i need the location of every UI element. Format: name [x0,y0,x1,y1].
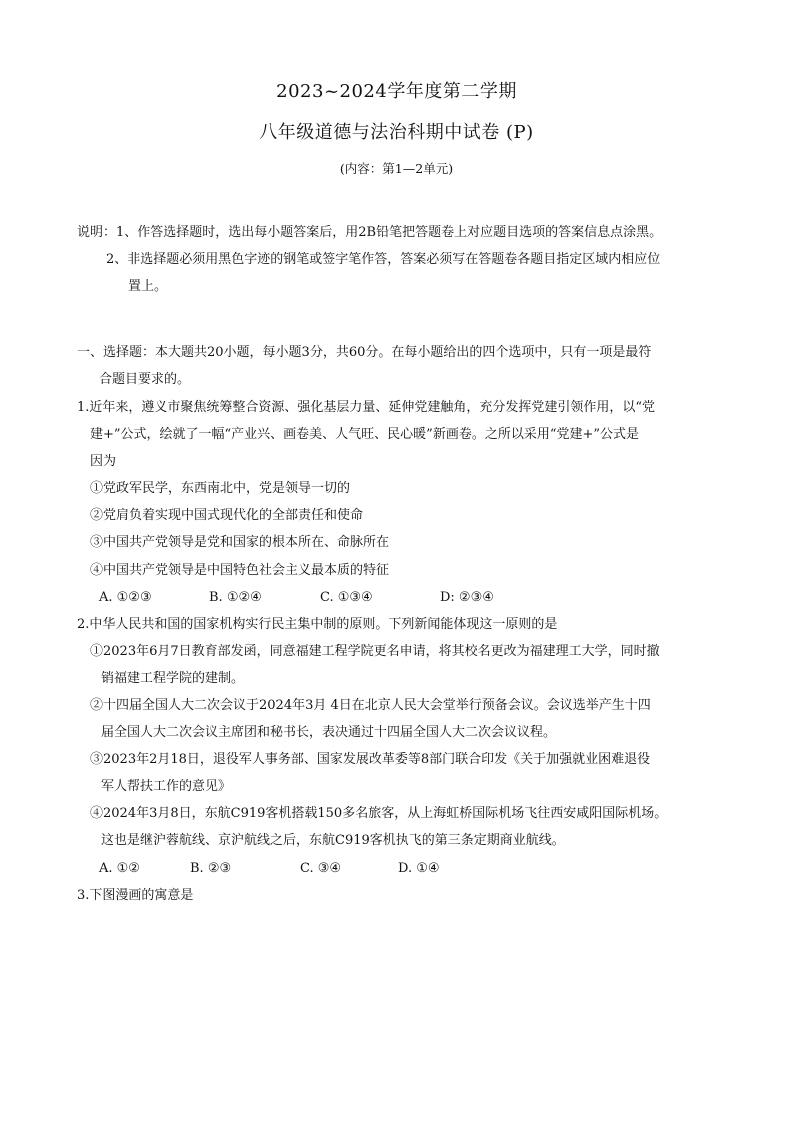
instruction-line-3: 置上。 [128,279,168,294]
q2-option-a: A. ①② [99,861,140,876]
q1-item-4: ④中国共产党领导是中国特色社会主义最本质的特征 [90,563,390,578]
q1-item-1: ①党政军民学，东西南北中，党是领导一切的 [90,481,351,496]
q2-item-2-line-2: 届全国人大二次会议主席团和秘书长，表决通过十四届全国人大二次会议议程。 [101,725,557,740]
q1-option-b: B. ①②④ [209,590,262,605]
q1-stem-line-3: 因为 [90,454,117,469]
q3-stem: 3.下图漫画的寓意是 [77,888,194,903]
q2-stem: 2.中华人民共和国的国家机构实行民主集中制的原则。下列新闻能体现这一原则的是 [77,617,558,632]
q2-option-d: D. ①④ [398,861,440,876]
q1-option-a: A. ①②③ [99,590,152,605]
q1-stem-line-1: 1.近年来，遵义市聚焦统筹整合资源、强化基层力量、延伸党建触角，充分发挥党建引领作用，以“党 [77,400,656,415]
q2-item-4-line-2: 这也是继沪蓉航线、京沪航线之后，东航C919客机执飞的第三条定期商业航线。 [101,833,565,848]
exam-title-term: 2023~2024学年度第二学期 [276,81,517,102]
q1-stem-line-2: 建+”公式，绘就了一幅“产业兴、画卷美、人气旺、民心暖”新画卷。之所以采用“党建+”公式是 [90,427,640,442]
q2-option-b: B. ②③ [190,861,232,876]
instruction-line-1: 说明：1、作答选择题时，选出每小题答案后，用2B铅笔把答题卷上对应题目选项的答案信息点涂黑。 [77,225,663,240]
q2-item-4-line-1: ④2024年3月8日，东航C919客机搭载150多名旅客，从上海虹桥国际机场飞往西安咸阳国际机场。 [90,806,668,821]
q1-option-d: D: ②③④ [440,590,494,605]
q2-item-3-line-2: 军人帮扶工作的意见》 [101,779,232,794]
exam-scope: (内容：第1—2单元) [339,161,454,176]
instruction-line-2: 2、非选择题必须用黑色字迹的钢笔或签字笔作答，答案必须写在答题卷各题目指定区域内相应位 [106,252,661,267]
q2-item-2-line-1: ②十四届全国人大二次会议于2024年3月 4日在北京人民大会堂举行预备会议。会议选举产生十四 [90,698,651,713]
section-heading-line-1: 一、选择题：本大题共20小题，每小题3分，共60分。在每小题给出的四个选项中，只有一项是最符 [77,345,652,360]
q2-item-1-line-2: 销福建工程学院的建制。 [101,671,245,686]
q2-item-1-line-1: ①2023年6月7日教育部发函，同意福建工程学院更名申请，将其校名更改为福建理工大学，同时撤 [90,644,660,659]
section-heading-line-2: 合题目要求的。 [99,372,191,387]
q2-option-c: C. ③④ [300,861,342,876]
q1-item-3: ③中国共产党领导是党和国家的根本所在、命脉所在 [90,535,390,550]
q1-item-2: ②党肩负着实现中国式现代化的全部责任和使命 [90,508,364,523]
q1-option-c: C. ①③④ [320,590,373,605]
exam-title-subject: 八年级道德与法治科期中试卷 (P) [259,122,534,143]
q2-item-3-line-1: ③2023年2月18日，退役军人事务部、国家发展改革委等8部门联合印发《关于加强就业困难退役 [90,752,651,767]
